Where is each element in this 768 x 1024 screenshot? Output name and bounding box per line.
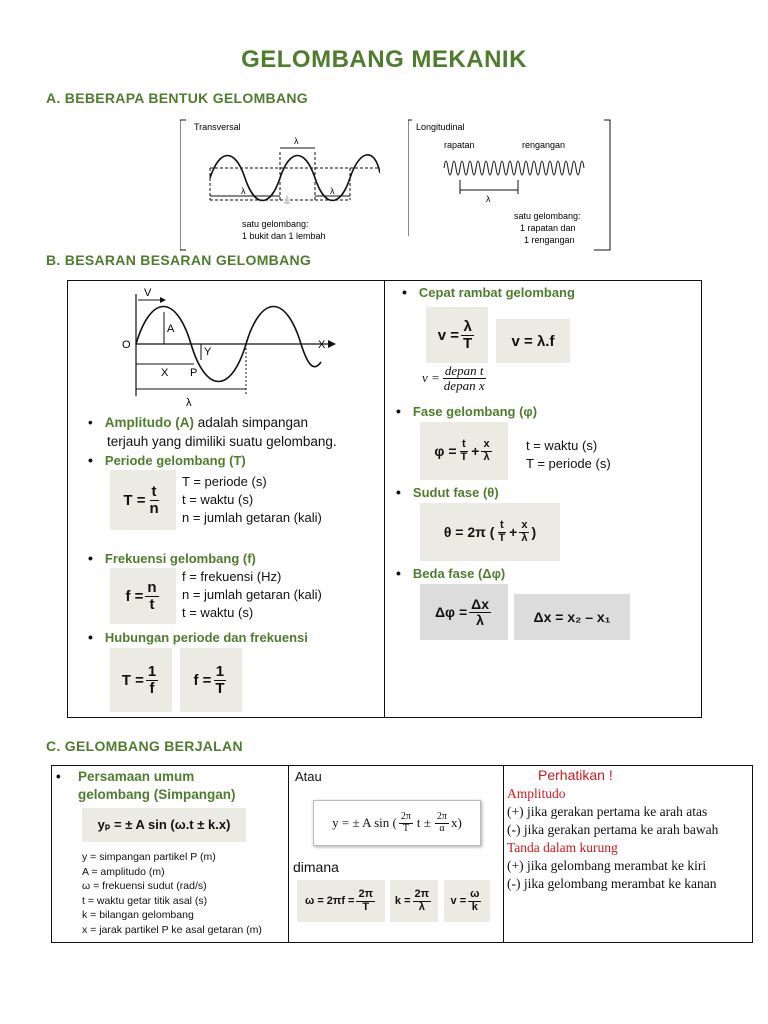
persamaan-legend-item: x = jarak partikel P ke asal getaran (m) <box>82 923 262 936</box>
periode-num: t <box>151 482 157 500</box>
frekuensi-lhs: f = <box>125 587 144 605</box>
fase-x: x <box>483 437 490 450</box>
omega-formula <box>297 880 385 922</box>
beda-fase-formula-1 <box>420 584 508 640</box>
periode-heading: • Periode gelombang (T) <box>88 452 246 468</box>
sudut-plus: + <box>509 524 518 540</box>
k-den: λ <box>418 900 425 913</box>
cepat-num: λ <box>463 317 472 335</box>
frekuensi-heading: • Frekuensi gelombang (f) <box>88 550 256 566</box>
beda-fase-heading: • Beda fase (Δφ) <box>396 565 505 581</box>
fig-y-label: Y <box>204 346 212 358</box>
amplitudo-desc-2: terjauh yang dimiliki suatu gelombang. <box>107 434 337 449</box>
dimana-label: dimana <box>293 859 339 875</box>
beda-fase-formula-2: Δx = x₂ – x₁ <box>514 594 630 640</box>
cepat-rambat-formula-1 <box>426 307 488 363</box>
persamaan-heading-wrap: • Persamaan umum gelombang (Simpangan) <box>56 768 266 804</box>
section-a-heading: A. BEBERAPA BENTUK GELOMBANG <box>46 90 308 106</box>
transversal-label: Transversal <box>194 122 241 132</box>
atau-f2-num: 2π <box>436 811 447 822</box>
v-num: ω <box>470 887 480 900</box>
trans-caption-2: 1 bukit dan 1 lembah <box>242 231 326 241</box>
cepat-rambat-formula-2: v = λ.f <box>496 319 570 363</box>
beda-lhs: Δφ = <box>434 604 468 620</box>
frekuensi-legend-item: f = frekuensi (Hz) <box>182 569 282 584</box>
persamaan-legend-item: t = waktu getar titik asal (s) <box>82 894 208 907</box>
k-formula <box>390 880 438 922</box>
section-b-divider <box>384 280 385 717</box>
hub2-num: 1 <box>215 662 225 680</box>
long-caption-2: 1 rapatan dan <box>520 223 576 233</box>
fase-t: t <box>462 437 466 450</box>
sudut-T: T <box>498 531 506 544</box>
trans-lambda-3: λ <box>330 186 335 196</box>
amplitudo-item: • Amplitudo (A) adalah simpangan terjauh yang dimiliki suatu gelombang. <box>88 415 337 449</box>
fase-lhs: φ = <box>434 443 457 459</box>
cepat-lhs: v = <box>437 326 460 344</box>
hub1-num: 1 <box>147 662 157 680</box>
note-item: (-) jika gelombang merambat ke kanan <box>507 876 717 891</box>
frekuensi-den: t <box>149 595 155 613</box>
note-item: (+) jika gerakan pertama ke arah atas <box>507 804 708 819</box>
atau-label: Atau <box>295 769 322 784</box>
cepat3-num: depan t <box>444 363 484 378</box>
fase-formula <box>420 422 508 480</box>
rengangan-label: rengangan <box>522 140 566 150</box>
persamaan-legend-item: A = amplitudo (m) <box>82 865 165 878</box>
sudut-t: t <box>499 518 504 531</box>
persamaan-legend-item: ω = frekuensi sudut (rad/s) <box>82 880 207 892</box>
beda-num: Δx <box>471 595 489 612</box>
atau-f1-num: 2π <box>400 811 411 822</box>
fase-heading: • Fase gelombang (φ) <box>396 403 537 419</box>
atau-lhs: y = ± A sin ( <box>332 815 397 830</box>
atau-f1-den: T <box>402 822 409 834</box>
omega-lhs: ω = 2πf = <box>304 895 355 907</box>
cepat3-lhs: v = <box>422 370 440 386</box>
cepat-den: T <box>463 334 473 352</box>
cepat-rambat-formula-3 <box>422 364 489 392</box>
perhatikan-notes <box>507 785 718 893</box>
k-num: 2π <box>414 887 430 900</box>
fase-legend-item: t = waktu (s) <box>526 438 598 453</box>
note-item: (+) jika gelombang merambat ke kiri <box>507 858 707 873</box>
transversal-wave-figure <box>180 118 380 252</box>
persamaan-heading: Persamaan umum gelombang (Simpangan) <box>78 769 236 802</box>
section-c-divider-1 <box>288 765 289 942</box>
page-title: GELOMBANG MEKANIK <box>241 46 527 73</box>
cepat3-den: depan x <box>443 377 485 393</box>
periode-legend-item: T = periode (s) <box>182 474 267 489</box>
sudut-lambda: λ <box>521 531 528 544</box>
longitudinal-label: Longitudinal <box>416 122 465 132</box>
hub1-lhs: T = <box>121 671 144 689</box>
trans-lambda-1: λ <box>294 136 299 146</box>
omega-den: T <box>362 900 370 913</box>
beda-den: λ <box>476 611 484 628</box>
omega-num: 2π <box>358 887 374 900</box>
v-formula <box>444 880 490 922</box>
periode-formula <box>110 470 176 530</box>
atau-rhs: x) <box>450 815 462 830</box>
note-amplitudo: Amplitudo <box>507 786 566 801</box>
section-b-heading: B. BESARAN BESARAN GELOMBANG <box>46 252 312 268</box>
persamaan-legend-item: k = bilangan gelombang <box>82 909 194 921</box>
amplitudo-term: Amplitudo (A) <box>104 415 194 430</box>
long-caption-1: satu gelombang: <box>514 211 581 221</box>
hubungan-formula-2 <box>180 648 242 712</box>
fase-lambda: λ <box>483 450 490 463</box>
fase-legend <box>526 437 611 473</box>
v-den: k <box>471 900 478 913</box>
long-caption-3: 1 rengangan <box>524 235 575 245</box>
fase-plus: + <box>471 443 480 459</box>
note-tanda-kurung: Tanda dalam kurung <box>507 840 618 855</box>
perhatikan-heading: Perhatikan ! <box>538 767 613 783</box>
trans-caption-1: satu gelombang: <box>242 219 309 229</box>
hub1-den: f <box>149 679 155 697</box>
v-lhs: v = <box>450 895 467 907</box>
fig-x-axis-label: X <box>318 339 326 351</box>
sudut-rhs: ) <box>531 524 537 540</box>
hubungan-formula-1 <box>110 648 172 712</box>
fig-p-label: P <box>190 367 198 379</box>
atau-formula <box>313 800 481 846</box>
hubungan-heading: • Hubungan periode dan frekuensi <box>88 629 308 645</box>
persamaan-legend-item: y = simpangan partikel P (m) <box>82 851 216 863</box>
hub2-den: T <box>215 679 225 697</box>
fig-v-label: V <box>144 287 152 299</box>
persamaan-formula: yₚ = ± A sin (ω.t ± k.x) <box>82 808 246 842</box>
trans-lambda-2: λ <box>241 186 246 196</box>
cepat-rambat-heading: • Cepat rambat gelombang <box>402 284 575 300</box>
longitudinal-wave-figure <box>408 118 612 252</box>
periode-legend-item: t = waktu (s) <box>182 492 254 507</box>
note-item: (-) jika gerakan pertama ke arah bawah <box>507 822 719 837</box>
persamaan-legend <box>82 850 262 937</box>
periode-den: n <box>149 499 159 517</box>
fig-x-label: X <box>161 367 169 379</box>
periode-legend <box>182 473 322 527</box>
sudut-fase-heading: • Sudut fase (θ) <box>396 484 499 500</box>
rapatan-label: rapatan <box>444 140 475 150</box>
sudut-fase-formula <box>420 503 560 561</box>
sudut-lhs: θ = 2π ( <box>443 524 495 540</box>
frekuensi-num: n <box>147 578 157 596</box>
fig-lambda-label: λ <box>186 397 192 409</box>
long-lambda: λ <box>486 194 491 204</box>
fig-a-label: A <box>167 323 175 335</box>
wave-quantities-figure <box>116 284 340 410</box>
amplitudo-desc: adalah simpangan <box>193 415 309 430</box>
hub2-lhs: f = <box>193 671 212 689</box>
frekuensi-legend-item: n = jumlah getaran (kali) <box>182 587 322 602</box>
section-c-heading: C. GELOMBANG BERJALAN <box>46 738 243 754</box>
section-c-divider-2 <box>503 765 504 942</box>
fase-legend-item: T = periode (s) <box>526 456 611 471</box>
atau-f2-den: α <box>439 822 445 834</box>
frekuensi-legend <box>182 568 322 622</box>
k-lhs: k = <box>394 895 411 907</box>
fase-T: T <box>460 450 468 463</box>
periode-lhs: T = <box>123 491 146 509</box>
fig-o-label: O <box>122 339 131 351</box>
sudut-x: x <box>521 518 528 531</box>
frekuensi-formula <box>110 568 176 624</box>
periode-legend-item: n = jumlah getaran (kali) <box>182 510 322 525</box>
atau-mid: t ± <box>416 815 431 830</box>
frekuensi-legend-item: t = waktu (s) <box>182 605 254 620</box>
